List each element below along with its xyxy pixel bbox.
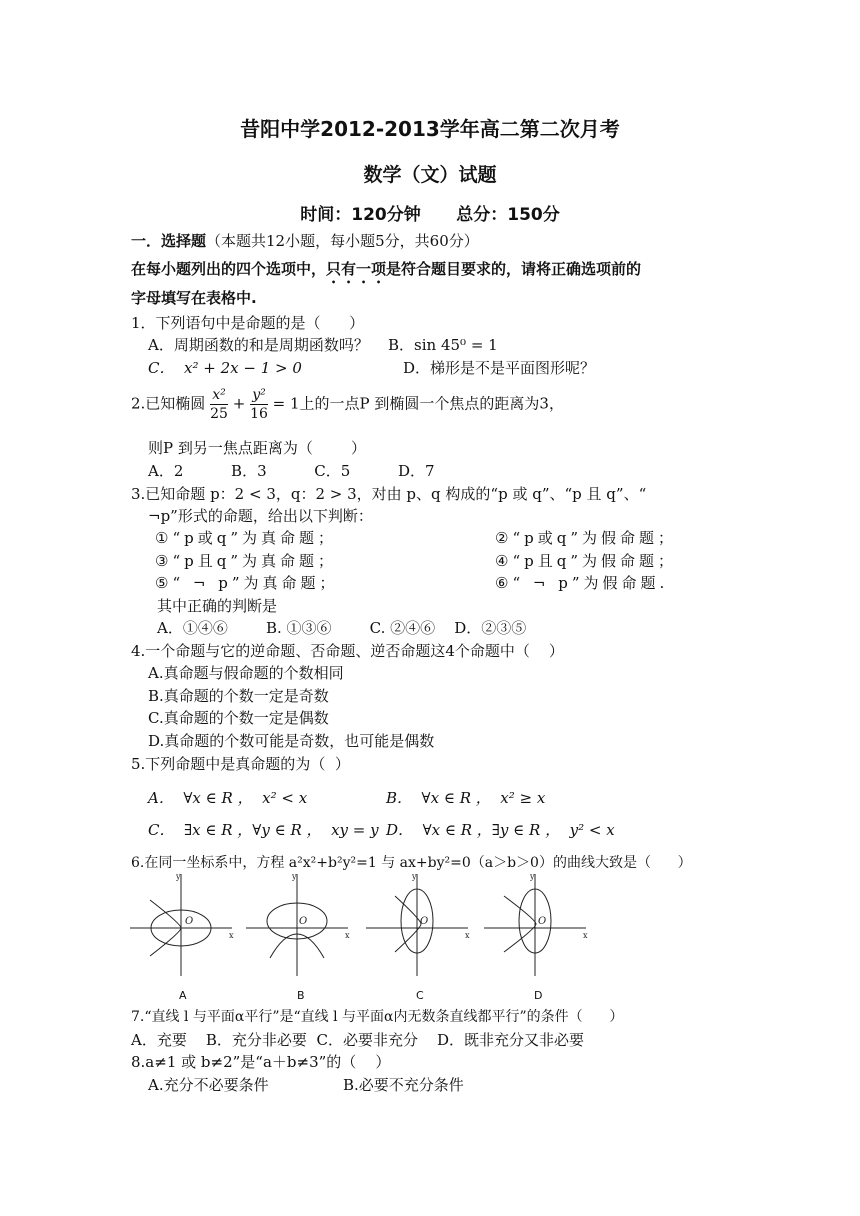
exam-info: 时间：120分钟 总分：150分	[300, 205, 560, 225]
graph-label-b: B	[297, 989, 305, 1002]
q2-fraction-x-den: 25	[210, 406, 228, 422]
q2-prefix: 2.已知椭圆	[131, 394, 206, 413]
q3-judgement-4: ④“p且q”为假命题；	[495, 552, 677, 570]
q8-stem: 8.a≠1 或 b≠2”是“a＋b≠3”的（ ）	[131, 1053, 391, 1071]
graph-label-a: A	[179, 989, 187, 1002]
graph-a-y-label: y	[176, 872, 181, 881]
q1-option-a: A．周期函数的和是周期函数吗？	[148, 336, 369, 354]
q3-question: 其中正确的判断是	[157, 597, 278, 615]
q2-fraction-y-num: y²	[250, 386, 268, 405]
q4-stem: 4.一个命题与它的逆命题、否命题、逆否命题这4个命题中（ ）	[131, 642, 564, 660]
q3-judgement-6: ⑥“ ¬ p”为假命题.	[495, 574, 669, 592]
q1-stem: 1．下列语句中是命题的是（ ）	[131, 314, 365, 332]
instruction-emphasis: 只有一项	[326, 260, 387, 278]
q2-plus: +	[232, 394, 246, 413]
graph-label-c: C	[416, 989, 424, 1002]
q3-judgement-2: ②“p或q”为假命题；	[495, 529, 677, 547]
instruction-part-b: 是符合题目要求的，请将正确选项前的	[386, 260, 642, 278]
graph-d-parabola	[504, 896, 536, 952]
page-subtitle: 数学（文）试题	[363, 164, 497, 186]
graph-d-x-label: x	[583, 931, 588, 940]
graph-b	[246, 872, 350, 976]
section-instruction-2: 字母填写在表格中.	[131, 289, 257, 307]
q2-fraction-y-den: 16	[250, 406, 268, 422]
q2-suffix: = 1上的一点P 到椭圆一个焦点的距离为3，	[272, 394, 564, 413]
graph-a-x-label: x	[229, 931, 234, 940]
q3-stem-1: 3.已知命题 p：2 < 3，q：2 > 3，对由 p、q 构成的“p 或 q”、“p 且 q”、“	[131, 485, 647, 503]
q4-option-b: B.真命题的个数一定是奇数	[148, 687, 329, 705]
graph-c-origin: O	[420, 916, 429, 927]
q3-judgement-5: ⑤“ ¬ p”为真命题；	[155, 574, 339, 592]
graph-b-origin: O	[299, 916, 308, 927]
instruction-part-a: 在每小题列出的四个选项中，	[131, 260, 327, 278]
q5-stem: 5.下列命题中是真命题的为（ ）	[131, 755, 350, 773]
q5-option-b: B． ∀x ∈ R ， x² ≥ x	[386, 789, 546, 807]
q4-option-c: C.真命题的个数一定是偶数	[148, 709, 329, 727]
q4-option-d: D.真命题的个数可能是奇数，也可能是偶数	[148, 732, 435, 750]
q8-option-b: B.必要不充分条件	[343, 1076, 464, 1094]
q6-stem: 6.在同一坐标系中，方程 a²x²+b²y²=1 与 ax+by²=0（a＞b＞0）的曲线大致是（ ）	[131, 855, 692, 871]
q5-option-c: C． ∃x ∈ R ，∀y ∈ R ， xy = y	[148, 821, 379, 839]
q2-stem	[131, 386, 564, 423]
graph-d-y-label: y	[530, 872, 535, 881]
q8-option-a: A.充分不必要条件	[148, 1076, 269, 1094]
page-title: 昔阳中学2012-2013学年高二第二次月考	[240, 117, 620, 141]
q3-judgement-3: ③“p且q”为真命题；	[155, 552, 337, 570]
graph-d	[484, 872, 588, 976]
q5-option-d: D． ∀x ∈ R ，∃y ∈ R ， y² < x	[386, 821, 615, 839]
graph-d-origin: O	[538, 916, 547, 927]
q7-stem: 7.“直线 l 与平面α平行”是“直线 l 与平面α内无数条直线都平行”的条件（ ）	[131, 1009, 624, 1025]
graph-a-origin: O	[185, 916, 194, 927]
q1-option-c: C． x² + 2x − 1 > 0	[148, 359, 302, 377]
q1-option-d: D．梯形是不是平面图形呢？	[403, 359, 596, 377]
q3-options: A．①④⑥ B. ①③⑥ C. ②④⑥ D．②③⑤	[157, 619, 527, 637]
q7-options: A．充要 B．充分非必要 C．必要非充分 D．既非充分又非必要	[131, 1031, 585, 1049]
graph-c-y-label: y	[412, 872, 417, 881]
q3-judgement-1: ①“p或q”为真命题；	[155, 529, 337, 547]
graph-b-x-label: x	[345, 931, 350, 940]
q2-line-2: 则P 到另一焦点距离为（ ）	[148, 439, 367, 457]
q2-options: A．2 B．3 C．5 D．7	[148, 462, 435, 480]
graph-a	[130, 872, 234, 976]
graph-c	[366, 872, 470, 976]
graph-c-x-label: x	[465, 931, 470, 940]
q1-option-b: B．sin 45⁰ = 1	[388, 336, 498, 354]
section-title: 一．选择题	[131, 232, 207, 250]
section-heading	[131, 231, 479, 251]
graph-label-d: D	[534, 989, 543, 1002]
section-instruction	[131, 259, 641, 287]
q3-stem-2: ¬p”形式的命题，给出以下判断：	[148, 507, 373, 525]
q2-fraction-x-num: x²	[210, 386, 228, 405]
q2-fraction-x	[210, 386, 228, 423]
q5-option-a: A． ∀x ∈ R ， x² < x	[148, 789, 308, 807]
q6-graphs	[0, 866, 860, 1006]
graph-b-y-label: y	[292, 872, 297, 881]
q4-option-a: A.真命题与假命题的个数相同	[148, 664, 344, 682]
q2-fraction-y	[250, 386, 268, 423]
section-note: （本题共12小题，每小题5分，共60分）	[206, 232, 479, 250]
